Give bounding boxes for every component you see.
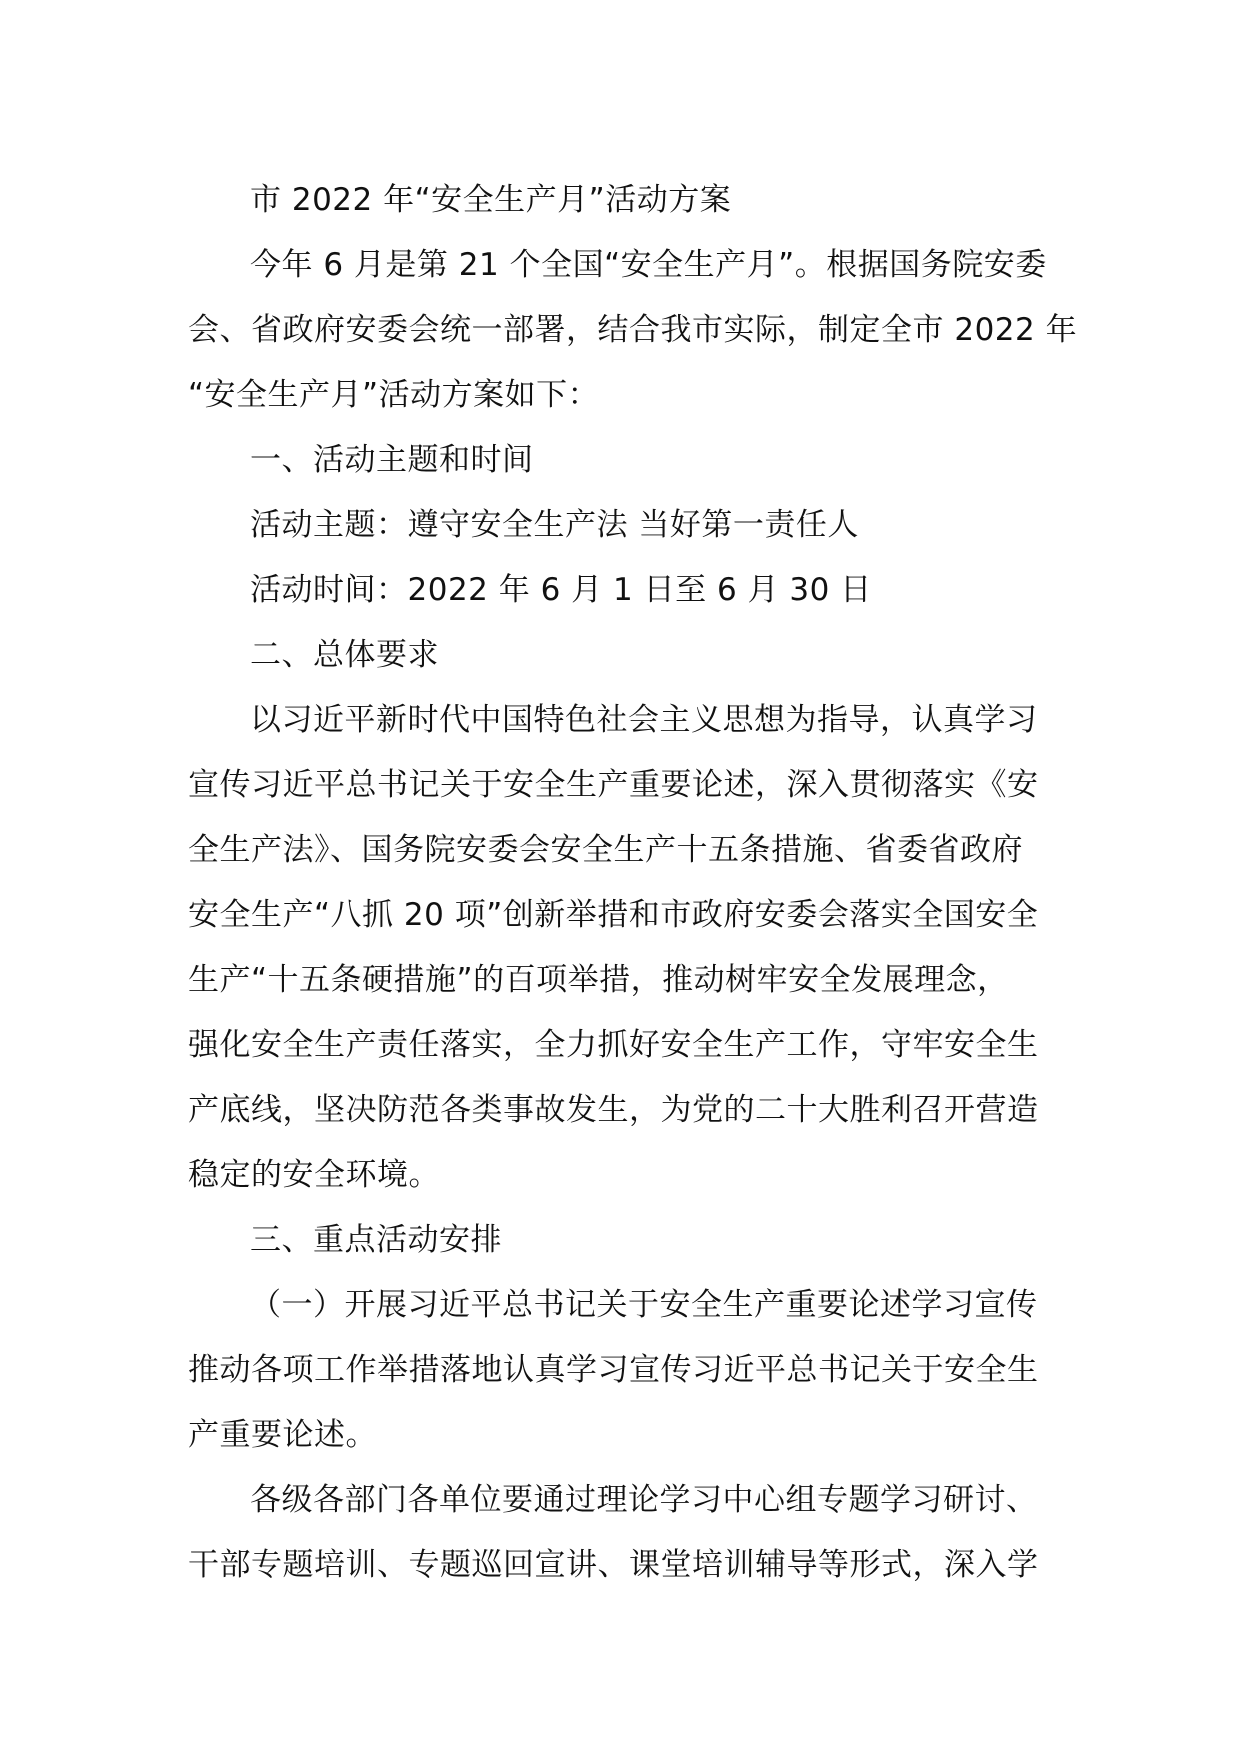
text-line: 一、活动主题和时间	[250, 442, 534, 478]
section-heading-3	[188, 1208, 1054, 1273]
text-line: 会、省政府安委会统一部署，结合我市实际，制定全市 2022 年	[188, 312, 1078, 348]
section-heading-1	[188, 428, 1054, 493]
text-line: 今年 6 月是第 21 个全国“安全生产月”。根据国务院安委	[250, 247, 1047, 283]
text-line: 二、总体要求	[250, 637, 439, 673]
study-forms-paragraph	[188, 1468, 1054, 1598]
text-line: 产重要论述。	[188, 1417, 377, 1453]
activity-theme	[188, 493, 1054, 558]
text-line: 产底线，坚决防范各类事故发生，为党的二十大胜利召开营造	[188, 1092, 1039, 1128]
text-line: “安全生产月”活动方案如下：	[188, 377, 600, 413]
document-title	[188, 168, 1054, 233]
general-requirements-paragraph	[188, 688, 1054, 1208]
text-line: 以习近平新时代中国特色社会主义思想为指导，认真学习	[250, 702, 1038, 738]
intro-paragraph	[188, 233, 1078, 428]
text-line: （一）开展习近平总书记关于安全生产重要论述学习宣传	[250, 1287, 1038, 1323]
activity-time	[188, 558, 1054, 623]
text-line: 市 2022 年“安全生产月”活动方案	[250, 182, 732, 218]
text-line: 推动各项工作举措落地认真学习宣传习近平总书记关于安全生	[188, 1352, 1039, 1388]
document-body	[188, 168, 1078, 1598]
text-line: 宣传习近平总书记关于安全生产重要论述，深入贯彻落实《安	[188, 767, 1039, 803]
text-line: 各级各部门各单位要通过理论学习中心组专题学习研讨、	[250, 1482, 1038, 1518]
section-heading-2	[188, 623, 1054, 688]
text-line: 安全生产“八抓 20 项”创新举措和市政府安委会落实全国安全	[188, 897, 1039, 933]
text-line: 干部专题培训、专题巡回宣讲、课堂培训辅导等形式，深入学	[188, 1547, 1039, 1583]
subsection-1-paragraph	[188, 1273, 1054, 1468]
text-line: 生产“十五条硬措施”的百项举措，推动树牢安全发展理念，	[188, 962, 1009, 998]
text-line: 三、重点活动安排	[250, 1222, 502, 1258]
text-line: 活动时间：2022 年 6 月 1 日至 6 月 30 日	[250, 572, 872, 608]
text-line: 强化安全生产责任落实，全力抓好安全生产工作，守牢安全生	[188, 1027, 1039, 1063]
text-line: 全生产法》、国务院安委会安全生产十五条措施、省委省政府	[188, 832, 1023, 868]
text-line: 活动主题：遵守安全生产法 当好第一责任人	[250, 507, 859, 543]
text-line: 稳定的安全环境。	[188, 1157, 440, 1193]
